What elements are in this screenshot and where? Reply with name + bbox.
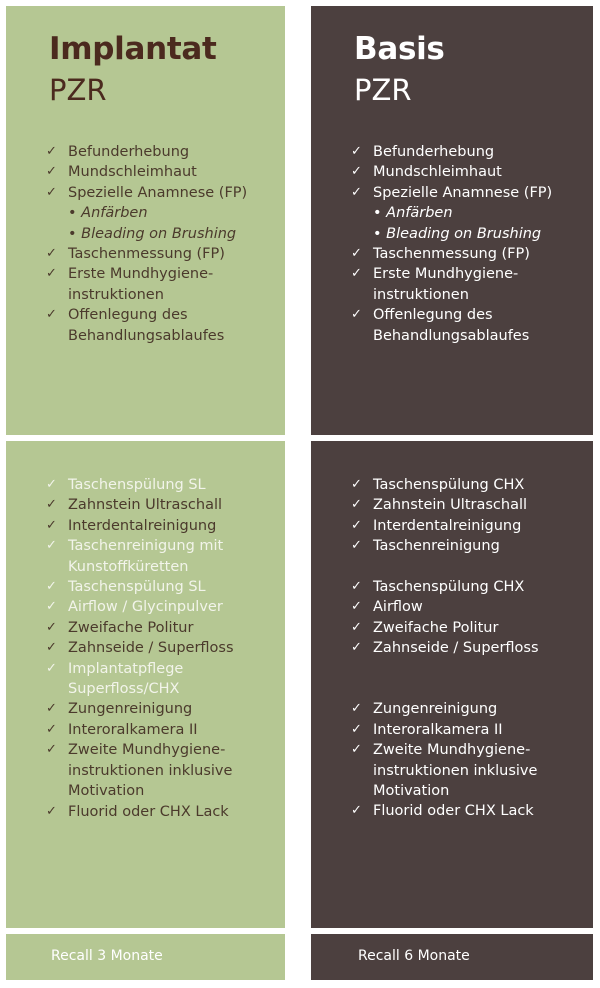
list-item-label: Interoralkamera II <box>373 721 503 738</box>
check-icon: ✓ <box>351 579 362 595</box>
list-item-label: Zahnstein Ultraschall <box>68 497 223 514</box>
recall-label: Recall 3 Monate <box>51 948 163 964</box>
check-icon: ✓ <box>46 660 57 676</box>
check-icon: ✓ <box>351 477 362 492</box>
list-item <box>351 203 552 223</box>
list-item-label: Fluorid oder CHX Lack <box>373 803 534 820</box>
list-item-label: Spezielle Anamnese (FP) <box>373 184 553 201</box>
list-item-label: Taschenspülung CHX <box>373 477 525 493</box>
list-item-label: • Anfärben <box>68 205 148 222</box>
list-item-label: Zungenreinigung <box>68 701 193 718</box>
checklist <box>351 142 552 346</box>
check-icon: ✓ <box>46 579 57 595</box>
list-item <box>46 305 247 346</box>
list-item <box>46 495 234 515</box>
list-item-label: Mundschleimhaut <box>373 164 502 181</box>
check-icon: ✓ <box>46 640 57 656</box>
check-icon: ✓ <box>351 164 362 180</box>
list-item-label: Offenlegung des Behandlungsablaufes <box>373 307 530 344</box>
list-item-label: Airflow <box>373 599 423 616</box>
list-item <box>351 699 539 719</box>
check-icon: ✓ <box>46 701 57 717</box>
list-spacer <box>351 557 539 577</box>
list-item-label: Zweite Mundhygiene- instruktionen inklusive Motivation <box>373 742 538 800</box>
check-icon: ✓ <box>351 721 362 737</box>
list-item <box>351 740 539 801</box>
check-icon: ✓ <box>46 266 57 282</box>
check-icon: ✓ <box>46 517 57 533</box>
list-item <box>351 495 539 515</box>
list-item <box>46 516 234 536</box>
list-item <box>351 577 539 597</box>
list-item <box>351 618 539 638</box>
check-icon: ✓ <box>46 144 57 159</box>
list-spacer <box>351 659 539 679</box>
list-item-label: Befunderhebung <box>68 144 190 160</box>
list-item-label: Mundschleimhaut <box>68 164 197 181</box>
list-item-label: • Bleading on Brushing <box>68 225 237 242</box>
list-item <box>46 162 247 182</box>
list-item-label: Interoralkamera II <box>68 721 198 738</box>
check-icon: ✓ <box>46 538 57 554</box>
list-item-label: Befunderhebung <box>373 144 495 160</box>
list-item <box>351 720 539 740</box>
list-item <box>46 638 234 658</box>
list-item-label: Taschenspülung CHX <box>373 579 525 596</box>
list-item <box>351 516 539 536</box>
check-icon: ✓ <box>46 477 57 492</box>
check-icon: ✓ <box>46 307 57 323</box>
list-item <box>351 162 552 182</box>
list-item <box>46 264 247 305</box>
list-item-label: Zungenreinigung <box>373 701 498 718</box>
check-icon: ✓ <box>351 266 362 282</box>
list-item <box>351 801 539 821</box>
panel-subtitle: PZR <box>49 73 107 107</box>
list-item-label: Fluorid oder CHX Lack <box>68 803 229 820</box>
checklist <box>46 142 247 346</box>
list-item-label: • Bleading on Brushing <box>373 225 542 242</box>
recall-label: Recall 6 Monate <box>358 948 470 964</box>
list-item-label: Erste Mundhygiene- instruktionen <box>68 266 214 303</box>
check-icon: ✓ <box>46 721 57 737</box>
list-item <box>46 577 234 597</box>
list-item-label: Spezielle Anamnese (FP) <box>68 184 248 201</box>
check-icon: ✓ <box>351 307 362 323</box>
list-item <box>46 244 247 264</box>
list-item <box>351 305 552 346</box>
checklist <box>351 475 539 822</box>
list-item-label: Taschenreinigung mit Kunstoffküretten <box>68 538 224 575</box>
list-item-label: Zahnseide / Superfloss <box>68 640 234 657</box>
check-icon: ✓ <box>46 246 57 262</box>
list-item-label: Implantatpflege Superfloss/CHX <box>68 660 184 698</box>
check-icon: ✓ <box>46 599 57 615</box>
list-item <box>46 699 234 719</box>
list-item-label: Interdentalreinigung <box>68 517 217 534</box>
list-item <box>46 740 234 801</box>
basis-treatment-panel <box>311 441 593 928</box>
implantat-recall-panel <box>6 934 285 980</box>
basis-header-panel <box>311 6 593 435</box>
list-item-label: Taschenmessung (FP) <box>373 246 530 263</box>
list-item-label: Airflow / Glycinpulver <box>68 599 223 616</box>
list-item <box>46 203 247 223</box>
check-icon: ✓ <box>351 701 362 717</box>
list-item-label: Taschenspülung SL <box>68 477 206 493</box>
list-item <box>351 142 552 162</box>
list-item-label: Offenlegung des Behandlungsablaufes <box>68 307 225 344</box>
implantat-treatment-panel <box>6 441 285 928</box>
check-icon: ✓ <box>351 144 362 159</box>
panel-title: Implantat <box>49 31 217 67</box>
panel-subtitle: PZR <box>354 73 412 107</box>
list-item-label: Zahnseide / Superfloss <box>373 640 539 657</box>
list-item <box>46 618 234 638</box>
check-icon: ✓ <box>351 619 362 635</box>
list-item <box>46 142 247 162</box>
check-icon: ✓ <box>46 184 57 200</box>
list-item-label: Taschenreinigung <box>373 538 500 555</box>
list-item-label: Taschenmessung (FP) <box>68 246 225 263</box>
check-icon: ✓ <box>46 619 57 635</box>
list-item-label: Erste Mundhygiene- instruktionen <box>373 266 519 303</box>
list-item <box>46 536 234 577</box>
list-item <box>46 597 234 617</box>
checklist <box>46 475 234 822</box>
list-item <box>46 659 234 700</box>
list-item <box>351 183 552 203</box>
list-item-label: Interdentalreinigung <box>373 517 522 534</box>
list-item <box>46 802 234 822</box>
panel-title: Basis <box>354 31 445 67</box>
check-icon: ✓ <box>46 164 57 180</box>
implantat-header-panel <box>6 6 285 435</box>
list-item <box>351 475 539 495</box>
check-icon: ✓ <box>351 640 362 656</box>
check-icon: ✓ <box>46 742 57 758</box>
check-icon: ✓ <box>351 246 362 262</box>
list-item-label: Zahnstein Ultraschall <box>373 497 528 514</box>
list-item <box>46 183 247 203</box>
check-icon: ✓ <box>351 742 362 758</box>
check-icon: ✓ <box>351 538 362 554</box>
basis-recall-panel <box>311 934 593 980</box>
check-icon: ✓ <box>46 497 57 513</box>
list-item-label: • Anfärben <box>373 205 453 222</box>
list-item <box>351 224 552 244</box>
list-item-label: Taschenspülung SL <box>68 579 206 596</box>
list-item <box>46 224 247 244</box>
list-item-label: Zweifache Politur <box>68 619 194 636</box>
check-icon: ✓ <box>351 497 362 513</box>
list-item-label: Zweite Mundhygiene- instruktionen inklusive Motivation <box>68 742 233 800</box>
list-spacer <box>351 679 539 699</box>
check-icon: ✓ <box>351 803 362 819</box>
list-item <box>46 720 234 740</box>
list-item <box>351 244 552 264</box>
list-item <box>351 536 539 556</box>
list-item <box>351 264 552 305</box>
list-item-label: Zweifache Politur <box>373 619 499 636</box>
list-item <box>46 475 234 495</box>
list-item <box>351 638 539 658</box>
check-icon: ✓ <box>351 184 362 200</box>
check-icon: ✓ <box>351 599 362 615</box>
check-icon: ✓ <box>351 517 362 533</box>
list-item <box>351 597 539 617</box>
check-icon: ✓ <box>46 803 57 819</box>
